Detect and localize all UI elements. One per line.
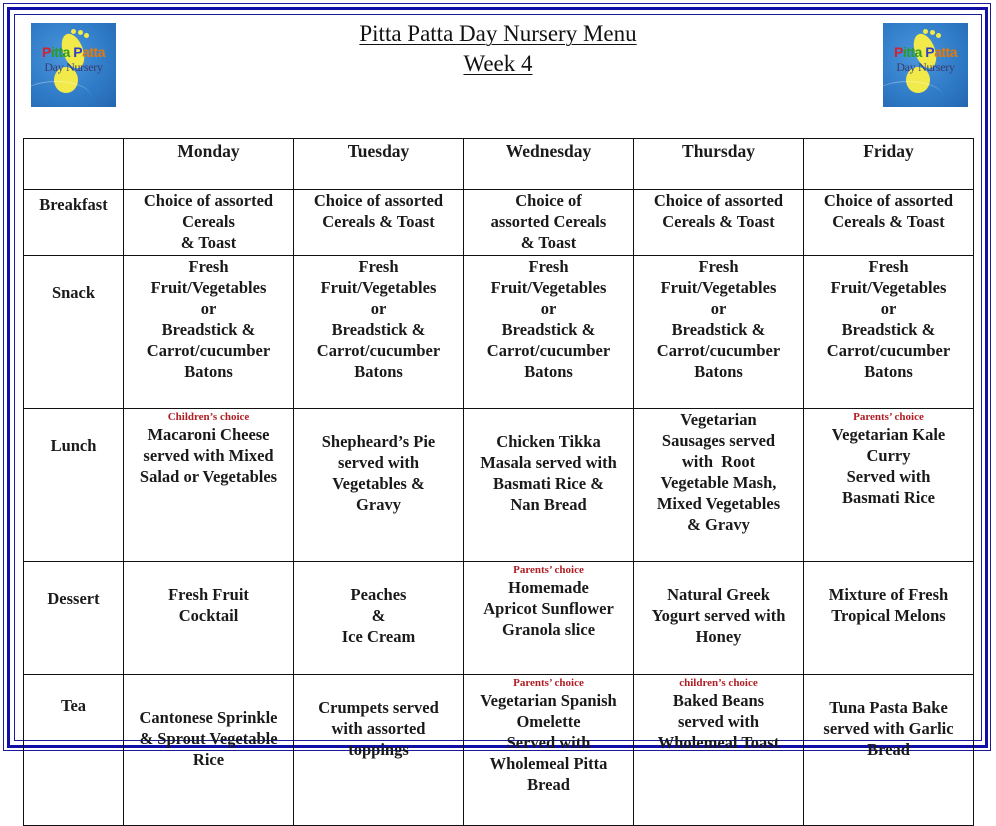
choice-tag: children’s choice [679,677,758,689]
dish-text-line: Choice of assorted [823,191,954,210]
dish-text-line: Carrot/cucumber [826,341,951,360]
dish-text-line: Carrot/cucumber [486,341,611,360]
dish-text-line: Fruit/Vegetables [320,278,437,297]
dish-text-line: Baked Beans [672,691,765,710]
dish-text-line: Apricot Sunflower [483,599,614,618]
dish-text-line: Breadstick & [161,320,256,339]
dish-text-line: & Gravy [687,515,750,534]
day-header-tuesday: Tuesday [294,139,464,190]
dish-text-line: Carrot/cucumber [656,341,781,360]
choice-tag: Parents’ choice [513,677,584,689]
dish-text-line: Batons [524,362,573,381]
dish-text-line: Fruit/Vegetables [660,278,777,297]
dish-text-line: Nan Bread [510,495,587,514]
menu-cell-tea-wednesday [464,675,634,826]
page-title [0,19,996,79]
menu-cell-dessert-monday [124,562,294,675]
logo-subtitle: Day Nursery [896,60,955,74]
meal-label-breakfast: Breakfast [24,190,124,256]
dish-text-line: Fresh [868,257,909,276]
menu-cell-dessert-thursday [634,562,804,675]
menu-cell-tea-thursday [634,675,804,826]
dish-text-line: Yogurt served with [651,606,786,625]
dish-text-line: served with Mixed [143,446,274,465]
dish-text-line: assorted Cereals [490,212,607,231]
dish-text-line: Bread [867,740,910,759]
header-row [24,139,974,190]
day-header-thursday: Thursday [634,139,804,190]
dish-text-line: Fruit/Vegetables [830,278,947,297]
logo-subtitle: Day Nursery [44,60,103,74]
dish-text-line: Vegetarian [680,410,757,429]
dish-text-line: or [370,299,387,318]
dish-text-line: Vegetarian Spanish [480,691,617,710]
dish-text-line: Batons [864,362,913,381]
dish-text-line: Served with [846,467,931,486]
menu-cell-tea-monday [124,675,294,826]
dish-text-line: Choice of assorted [143,191,274,210]
day-header-friday: Friday [804,139,974,190]
dish-text-line: Chicken Tikka [496,432,601,451]
menu-cell-dessert-tuesday [294,562,464,675]
menu-cell-lunch-monday [124,409,294,562]
dish-text-line: Fresh Fruit [168,585,249,604]
dish-text-line: Rice [192,750,225,769]
menu-cell-snack-thursday [634,256,804,409]
menu-cell-lunch-friday [804,409,974,562]
menu-cell-lunch-thursday [634,409,804,562]
dish-text-line: & Toast [180,233,237,252]
dish-text-line: Cocktail [178,606,239,625]
dish-text-line: Breadstick & [331,320,426,339]
dish-text-line: Natural Greek [667,585,770,604]
dish-text-line: Fruit/Vegetables [490,278,607,297]
menu-cell-snack-friday [804,256,974,409]
dish-text-line: Macaroni Cheese [147,425,270,444]
meal-row-breakfast [24,190,974,256]
menu-cell-snack-tuesday [294,256,464,409]
dish-text-line: Mixture of Fresh [828,585,949,604]
dish-text-line: Choice of assorted [313,191,444,210]
dish-text-line: Omelette [516,712,581,731]
dish-text-line: Ice Cream [341,627,416,646]
menu-cell-breakfast-wednesday [464,190,634,256]
dish-text-line: Honey [695,627,742,646]
dish-text-line: Gravy [356,495,401,514]
dish-text-line: Fresh [358,257,399,276]
logo-brand-text: Pitta Patta [42,44,105,60]
dish-text-line: served with Garlic [823,719,954,738]
dish-text-line: Wholemeal Toast [657,733,780,752]
dish-text-line: Mixed Vegetables [656,494,781,513]
menu-cell-breakfast-tuesday [294,190,464,256]
dish-text-line: Masala served with [480,453,617,472]
meal-label-dessert: Dessert [24,562,124,675]
dish-text-line: Sausages served [661,431,776,450]
menu-cell-dessert-friday [804,562,974,675]
dish-text-line: Choice of [515,191,582,210]
dish-text-line: & Sprout Vegetable [139,729,278,748]
day-header-wednesday: Wednesday [464,139,634,190]
logo-brand-text: Pitta Patta [894,44,957,60]
menu-cell-snack-monday [124,256,294,409]
dish-text-line: Cereals & Toast [662,212,775,231]
dish-text-line: Cereals & Toast [832,212,945,231]
choice-tag: Parents’ choice [513,564,584,576]
dish-text-line: Wholemeal Pitta [489,754,608,773]
dish-text-line: or [880,299,897,318]
dish-text-line: Basmati Rice [841,488,936,507]
dish-text-line: or [710,299,727,318]
dish-text-line: Vegetarian Kale [831,425,946,444]
wave-decoration [31,81,91,107]
dish-text-line: Salad or Vegetables [139,467,278,486]
dish-text-line: Batons [184,362,233,381]
dish-text-line: served with [677,712,760,731]
dish-text-line: or [540,299,557,318]
dish-text-line: with Root [681,452,756,471]
dish-text-line: with assorted [331,719,426,738]
dish-text-line: Breadstick & [841,320,936,339]
meal-label-lunch: Lunch [24,409,124,562]
menu-cell-snack-wednesday [464,256,634,409]
dish-text-line: Crumpets served [318,698,439,717]
menu-cell-breakfast-thursday [634,190,804,256]
dish-text-line: Basmati Rice & [493,474,604,493]
dish-text-line: Peaches [350,585,407,604]
dish-text-line: Fresh [528,257,569,276]
dish-text-line: Batons [694,362,743,381]
choice-tag: Children’s choice [167,411,250,423]
meal-label-snack: Snack [24,256,124,409]
meal-label-tea: Tea [24,675,124,826]
dish-text-line: Curry [866,446,911,465]
dish-text-line: & [371,606,386,625]
dish-text-line: Fresh [698,257,739,276]
dish-text-line: Tropical Melons [831,606,946,625]
title-line-2: Week 4 [463,51,533,76]
wave-decoration [883,81,943,107]
menu-cell-breakfast-monday [124,190,294,256]
dish-text-line: Bread [527,775,570,794]
dish-text-line: Choice of assorted [653,191,784,210]
dish-text-line: Cereals [182,212,235,231]
menu-cell-breakfast-friday [804,190,974,256]
dish-text-line: Carrot/cucumber [146,341,271,360]
dish-text-line: & Toast [520,233,577,252]
dish-text-line: Shepheard’s Pie [321,432,436,451]
dish-text-line: Granola slice [501,620,596,639]
menu-cell-dessert-wednesday [464,562,634,675]
dish-text-line: Fruit/Vegetables [150,278,267,297]
dish-text-line: Batons [354,362,403,381]
menu-cell-tea-friday [804,675,974,826]
dish-text-line: toppings [348,740,409,759]
menu-cell-lunch-tuesday [294,409,464,562]
dish-text-line: Cantonese Sprinkle [139,708,278,727]
dish-text-line: Carrot/cucumber [316,341,441,360]
dish-text-line: or [200,299,217,318]
meal-row-tea [24,675,974,826]
title-line-1: Pitta Patta Day Nursery Menu [359,21,637,46]
dish-text-line: Tuna Pasta Bake [829,698,948,717]
menu-cell-lunch-wednesday [464,409,634,562]
dish-text-line: Fresh [188,257,229,276]
dish-text-line: Homemade [508,578,589,597]
dish-text-line: served with [337,453,420,472]
dish-text-line: Breadstick & [501,320,596,339]
dish-text-line: Breadstick & [671,320,766,339]
dish-text-line: Served with [506,733,591,752]
menu-cell-tea-tuesday [294,675,464,826]
corner-cell [24,139,124,190]
dish-text-line: Vegetables & [332,474,425,493]
meal-row-lunch [24,409,974,562]
dish-text-line: Cereals & Toast [322,212,435,231]
dish-text-line: Vegetable Mash, [660,473,777,492]
menu-table [23,138,974,826]
meal-row-dessert [24,562,974,675]
day-header-monday: Monday [124,139,294,190]
choice-tag: Parents’ choice [853,411,924,423]
meal-row-snack [24,256,974,409]
